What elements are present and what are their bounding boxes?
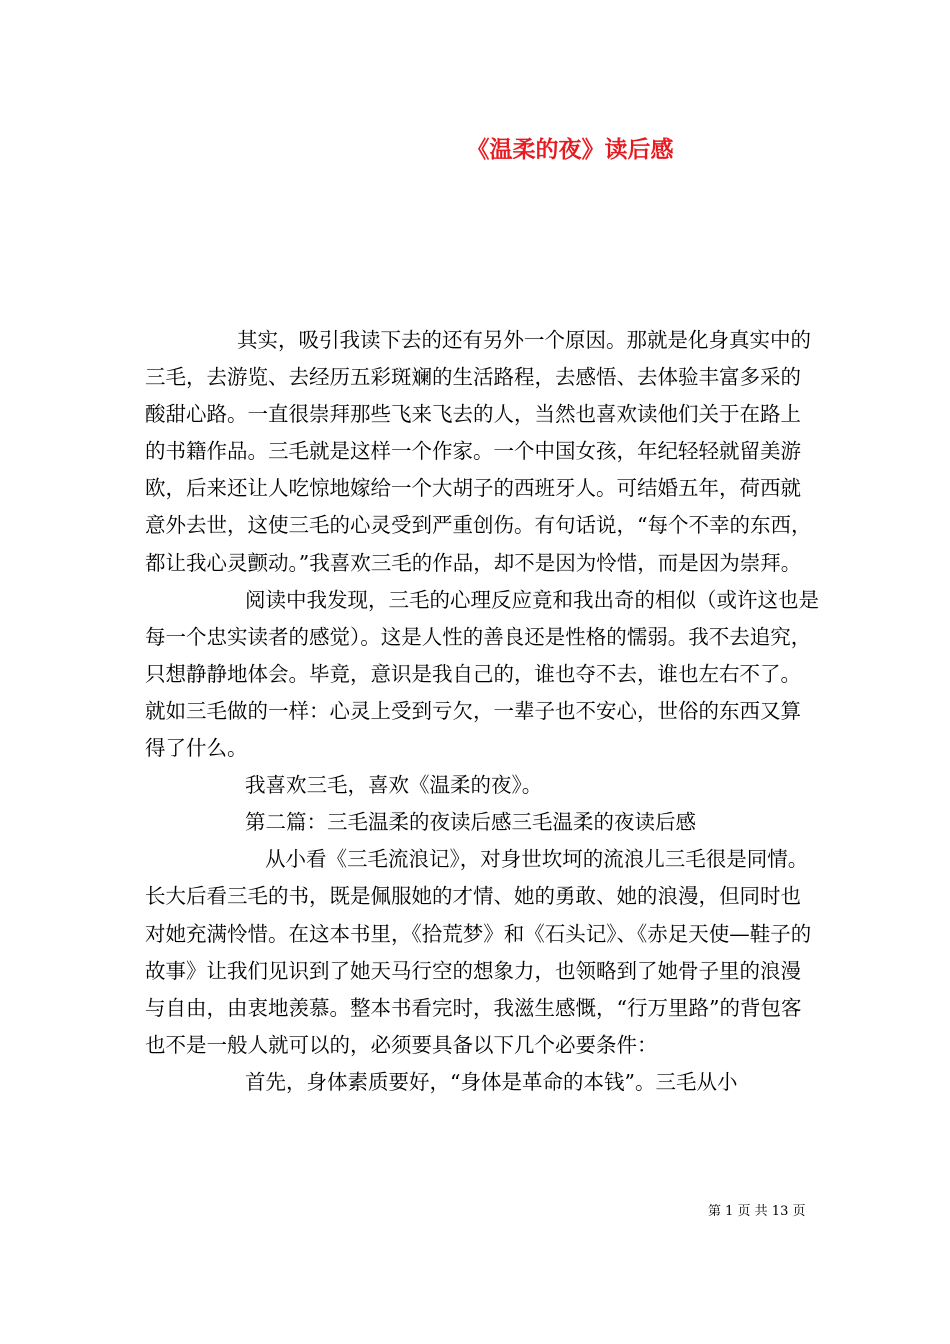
paragraph-1: 其实，吸引我读下去的还有另外一个原因。那就是化身真实中的三毛，去游览、去经历五彩斑斓的生活路程，去感悟、去体验丰富多采的酸甜心路。一直很崇拜那些飞来飞去的人，当然也喜欢读他们关于在路上的书籍作品。三毛就是这样一个作家。一个中国女孩，年纪轻轻就留美游欧，后来还让人吃惊地嫁给一个大胡子的西班牙人。可结婚五年，荷西就意外去世，这使三毛的心灵受到严重创伤。有句话说，“每个不幸的东西，都让我心灵颤动。”我喜欢三毛的作品，却不是因为怜惜，而是因为崇拜。 [145,328,812,575]
page-number-footer: 第 1 页 共 13 页 [708,1204,806,1219]
document-title: 《温柔的夜》读后感 [466,136,674,163]
paragraph-2: 阅读中我发现，三毛的心理反应竟和我出奇的相似（或许这也是每一个忠实读者的感觉）。这是人性的善良还是性格的懦弱。我不去追究，只想静静地体会。毕竟，意识是我自己的，谁也夺不去，谁也左右不了。就如三毛做的一样：心灵上受到亏欠，一辈子也不安心，世俗的东西又算得了什么。 [145,587,819,761]
paragraph-6: 首先，身体素质要好，“身体是革命的本钱”。三毛从小 [245,1069,738,1094]
paragraph-3: 我喜欢三毛，喜欢《温柔的夜》。 [245,773,543,798]
paragraph-5: 从小看《三毛流浪记》，对身世坎坷的流浪儿三毛很是同情。长大后看三毛的书，既是佩服她的才情、她的勇敢、她的浪漫，但同时也对她充满怜惜。在这本书里，《拾荒梦》和《石头记》、《赤足天使—鞋子的故事》让我们见识到了她天马行空的想象力，也领略到了她骨子里的浪漫与自由，由衷地羡慕。整本书看完时，我滋生感慨，“行万里路”的背包客也不是一般人就可以的，必须要具备以下几个必要条件： [145,847,812,1057]
paragraph-4-section-heading: 第二篇：三毛温柔的夜读后感三毛温柔的夜读后感 [245,810,696,835]
document-body [145,322,820,1101]
